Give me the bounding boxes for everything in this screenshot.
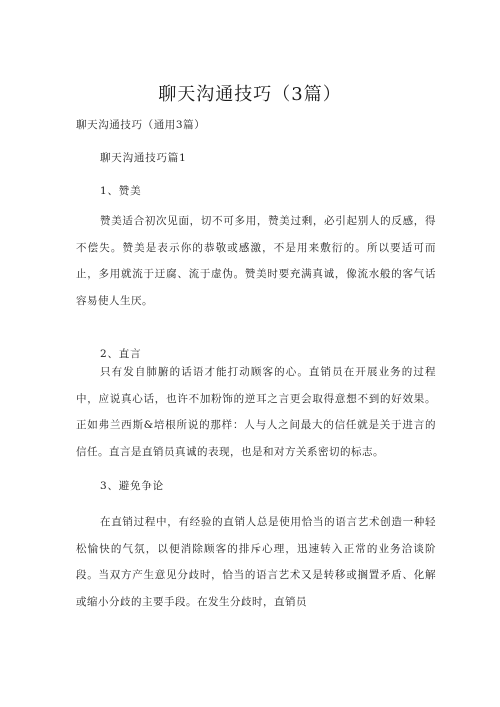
section-paragraph-praise: 赞美适合初次见面，切不可多用，赞美过剩，必引起别人的反感，得不偿失。赞美是表示你的恭敬或感激，不是用来敷衍的。所以要适可而止，多用就流于迂腐、流于虚伪。赞美时要充满真诚，像流水般的客气话容易使人生厌。: [76, 215, 436, 307]
section-heading-praise: 1、赞美: [100, 185, 142, 197]
section-paragraph-avoid-argument: 在直销过程中，有经验的直销人总是使用恰当的语言艺术创造一种轻松愉快的气氛，以便消除顾客的排斥心理，迅速转入正常的业务洽谈阶段。当双方产生意见分歧时，恰当的语言艺术又是转移或搁置矛盾、化解或缩小分歧的主要手段。在发生分歧时，直销员: [76, 516, 436, 608]
section-heading-frankness: 2、直言: [100, 348, 142, 360]
article-heading: 聊天沟通技巧篇1: [100, 152, 187, 164]
document-subtitle: 聊天沟通技巧（通用3篇）: [76, 119, 206, 131]
document-title: 聊天沟通技巧（3篇）: [158, 84, 342, 105]
section-paragraph-frankness: 只有发自肺腑的话语才能打动顾客的心。直销员在开展业务的过程中，应说真心话，也许不加粉饰的逆耳之言更会取得意想不到的好效果。正如弗兰西斯&培根所说的那样：人与人之间最大的信任就是关于进言的信任。直言是直销员真诚的表现，也是和对方关系密切的标志。: [76, 366, 436, 458]
section-heading-avoid-argument: 3、避免争论: [100, 480, 164, 492]
